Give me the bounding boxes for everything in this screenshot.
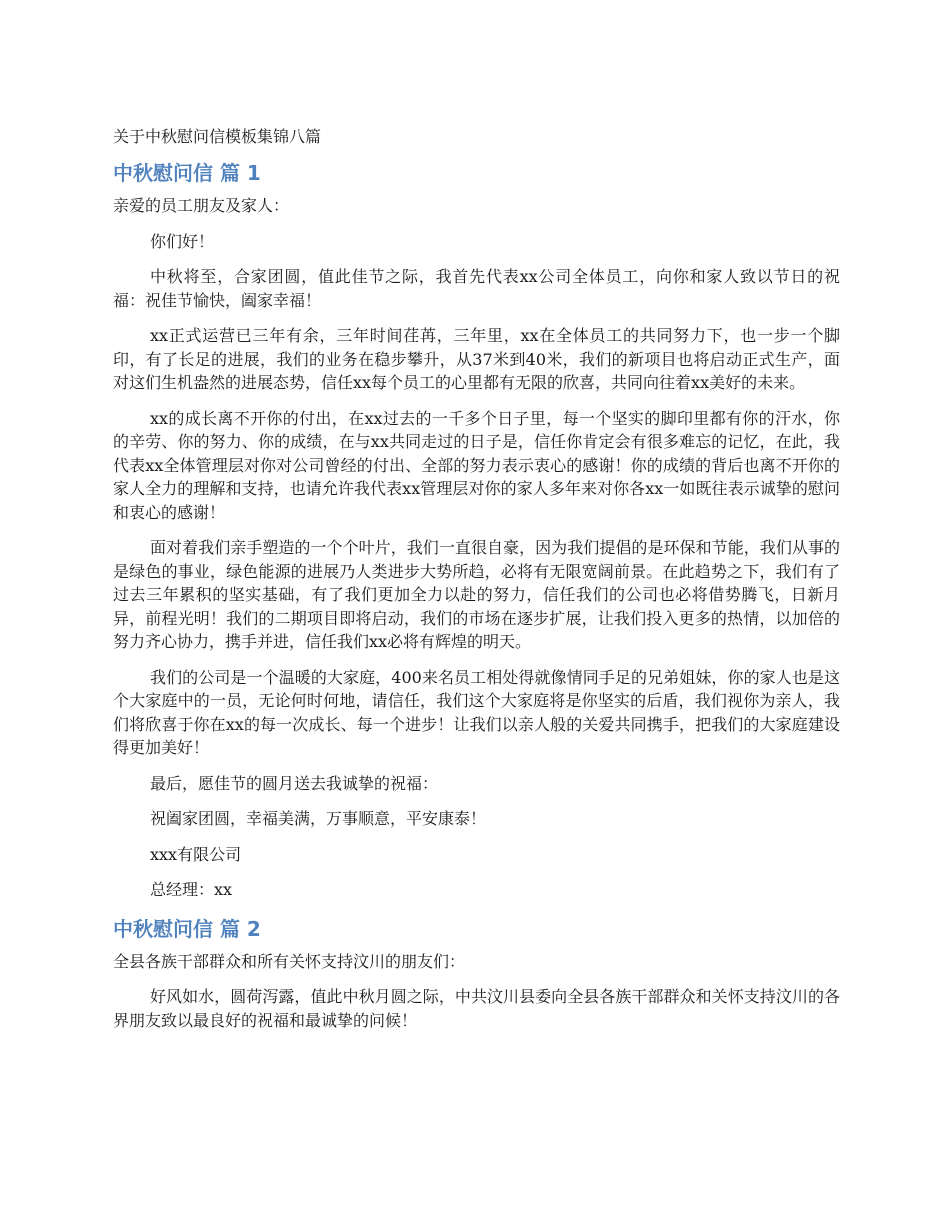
- section-2: [113, 914, 840, 1033]
- body-paragraph: xx的成长离不开你的付出，在xx过去的一千多个日子里，每一个坚实的脚印里都有你的汗水，你的辛劳、你的努力、你的成绩，在与xx共同走过的日子是，信任你肯定会有很多难忘的记忆，在此，我代表xx全体管理层对你对公司曾经的付出、全部的努力表示衷心的感谢！你的成绩的背后也离不开你的家人全力的理解和支持，也请允许我代表xx管理层对你的家人多年来对你各xx一如既往表示诚挚的慰问和衷心的感谢！: [113, 408, 840, 522]
- closing-wish: 祝阖家团圆，幸福美满，万事顺意，平安康泰！: [150, 809, 487, 828]
- body-paragraph: xx正式运营已三年有余，三年时间荏苒，三年里，xx在全体员工的共同努力下，也一步一个脚印，有了长足的进展，我们的业务在稳步攀升，从37米到40米，我们的新项目也将启动正式生产，面对这们生机盎然的进展态势，信任xx每个员工的心里都有无限的欣喜，共同向往着xx美好的未来。: [113, 326, 840, 392]
- section-1: [113, 158, 840, 902]
- document-page: [113, 124, 840, 1044]
- body-paragraph: 中秋将至，合家团圆，值此佳节之际，我首先代表xx公司全体员工，向你和家人致以节日的祝福：祝佳节愉快，阖家幸福！: [113, 267, 840, 310]
- body-paragraph: 我们的公司是一个温暖的大家庭，400来名员工相处得就像情同手足的兄弟姐妹，你的家人也是这个大家庭中的一员，无论何时何地，请信任，我们这个大家庭将是你坚实的后盾，我们视你为亲人，我们将欣喜于你在xx的每一次成长、每一个进步！让我们以亲人般的关爱共同携手，把我们的大家庭建设得更加美好！: [113, 667, 840, 757]
- signer: 总经理：xx: [150, 880, 233, 899]
- section-heading: 中秋慰问信 篇 1: [113, 161, 261, 185]
- section-heading: 中秋慰问信 篇 2: [113, 916, 261, 941]
- salutation: 全县各族干部群众和所有关怀支持汶川的朋友们：: [113, 951, 466, 971]
- closing-line: 最后，愿佳节的圆月送去我诚挚的祝福：: [150, 773, 439, 793]
- body-paragraph: 面对着我们亲手塑造的一个个叶片，我们一直很自豪，因为我们提倡的是环保和节能，我们从事的是绿色的事业，绿色能源的进展乃人类进步大势所趋，必将有无限宽阔前景。在此趋势之下，我们有了过去三年累积的坚实基础，有了我们更加全力以赴的努力，信任我们的公司也必将借势腾飞，日新月异，前程光明！我们的二期项目即将启动，我们的市场在逐步扩展，让我们投入更多的热情，以加倍的努力齐心协力，携手并进，信任我们xx必将有辉煌的明天。: [113, 538, 840, 651]
- body-paragraph: 好风如水，圆荷泻露，值此中秋月圆之际，中共汶川县委向全县各族干部群众和关怀支持汶川的各界朋友致以最良好的祝福和最诚挚的问候！: [113, 987, 840, 1030]
- company-name: xxx有限公司: [150, 844, 242, 864]
- greeting: 你们好！: [150, 231, 215, 251]
- document-title: 关于中秋慰问信模板集锦八篇: [113, 127, 322, 146]
- salutation: 亲爱的员工朋友及家人：: [113, 196, 290, 215]
